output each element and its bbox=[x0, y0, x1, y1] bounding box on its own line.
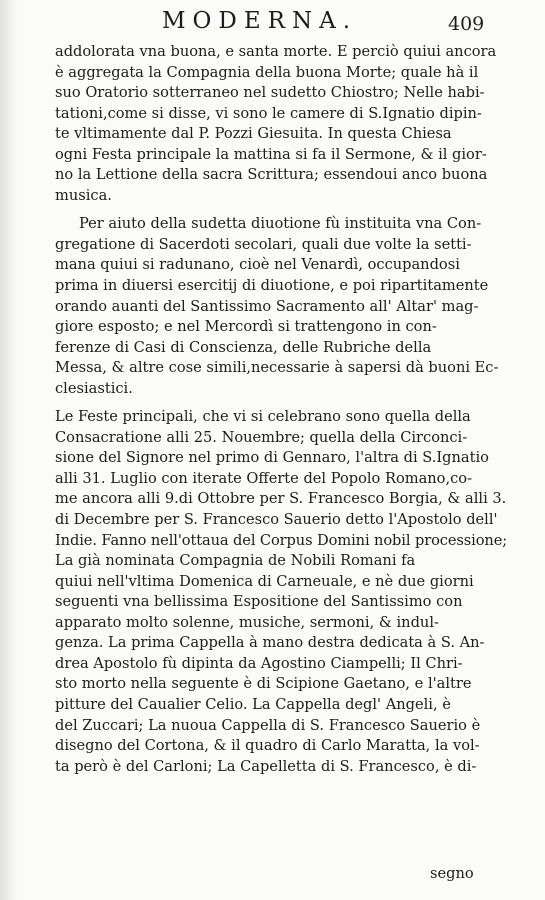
text-line: disegno del Cortona, & il quadro di Carlo Maratta, la vol- bbox=[55, 737, 480, 755]
text-line: gregatione di Sacerdoti secolari, quali due volte la setti- bbox=[55, 235, 472, 253]
text-line: Indie. Fanno nell'ottaua del Corpus Domini nobil processione; bbox=[55, 531, 508, 549]
text-line: no la Lettione della sacra Scrittura; essendoui anco buona bbox=[55, 166, 488, 184]
text-line: Per aiuto della sudetta diuotione fù instituita vna Con- bbox=[79, 215, 482, 233]
text-line: drea Apostolo fù dipinta da Agostino Ciampelli; Il Chri- bbox=[55, 654, 463, 672]
text-line: ferenze di Casi di Conscienza, delle Rubriche della bbox=[55, 338, 432, 356]
text-line: addolorata vna buona, e santa morte. E perciò quiui ancora bbox=[55, 43, 497, 60]
text-line: La già nominata Compagnia de Nobili Romani fa bbox=[55, 552, 416, 570]
text-line: Le Feste principali, che vi si celebrano sono quella della bbox=[55, 408, 471, 426]
paragraph bbox=[55, 407, 507, 777]
text-line: me ancora alli 9.di Ottobre per S. Francesco Borgia, & alli 3. bbox=[55, 490, 507, 508]
text-line: Messa, & altre cose simili,necessarie à sapersi dà buoni Ec- bbox=[55, 359, 499, 377]
text-line: è aggregata la Compagnia della buona Morte; quale hà il bbox=[55, 63, 479, 81]
text-line: te vltimamente dal P. Pozzi Giesuita. In questa Chiesa bbox=[55, 125, 452, 143]
text-line: giore esposto; e nel Mercordì si trattengono in con- bbox=[55, 318, 437, 336]
running-title: MODERNA. bbox=[162, 8, 357, 34]
text-line: ogni Festa principale la mattina si fa il Sermone, & il gior- bbox=[55, 145, 487, 163]
paragraph bbox=[55, 42, 507, 206]
text-line: tationi,come si disse, vi sono le camere di S.Ignatio dipin- bbox=[55, 104, 482, 122]
text-line: quiui nell'vltima Domenica di Carneuale, e nè due giorni bbox=[55, 572, 474, 590]
text-line: del Zuccari; La nuoua Cappella di S. Francesco Sauerio è bbox=[55, 716, 481, 734]
text-line: sto morto nella seguente è di Scipione Gaetano, e l'altre bbox=[55, 675, 472, 693]
text-line: sione del Signore nel primo di Gennaro, l'altra di S.Ignatio bbox=[55, 449, 489, 467]
paragraph bbox=[55, 214, 507, 399]
text-line: Consacratione alli 25. Nouembre; quella della Circonci- bbox=[55, 428, 468, 446]
text-line: ta però è del Carloni; La Capelletta di S. Francesco, è di- bbox=[55, 757, 477, 775]
text-line: suo Oratorio sotterraneo nel sudetto Chiostro; Nelle habi- bbox=[55, 84, 485, 102]
text-line: clesiastici. bbox=[55, 379, 133, 397]
text-line: prima in diuersi esercitij di diuotione, e poi ripartitamente bbox=[55, 277, 489, 295]
text-line: pitture del Caualier Celio. La Cappella degl' Angeli, è bbox=[55, 695, 451, 713]
page-number: 409 bbox=[448, 13, 485, 35]
text-line: alli 31. Luglio con iterate Offerte del Popolo Romano,co- bbox=[55, 469, 472, 487]
body-text bbox=[55, 42, 507, 777]
text-line: apparato molto solenne, musiche, sermoni, & indul- bbox=[55, 613, 439, 631]
text-line: mana quiui si radunano, cioè nel Venardì, occupandosi bbox=[55, 256, 460, 274]
text-line: musica. bbox=[55, 186, 112, 204]
catchword: segno bbox=[430, 865, 474, 882]
text-line: orando auanti del Santissimo Sacramento all' Altar' mag- bbox=[55, 297, 479, 315]
text-line: seguenti vna bellissima Espositione del Santissimo con bbox=[55, 593, 463, 611]
text-line: genza. La prima Cappella à mano destra dedicata à S. An- bbox=[55, 634, 485, 652]
text-line: di Decembre per S. Francesco Sauerio detto l'Apostolo dell' bbox=[55, 511, 498, 529]
